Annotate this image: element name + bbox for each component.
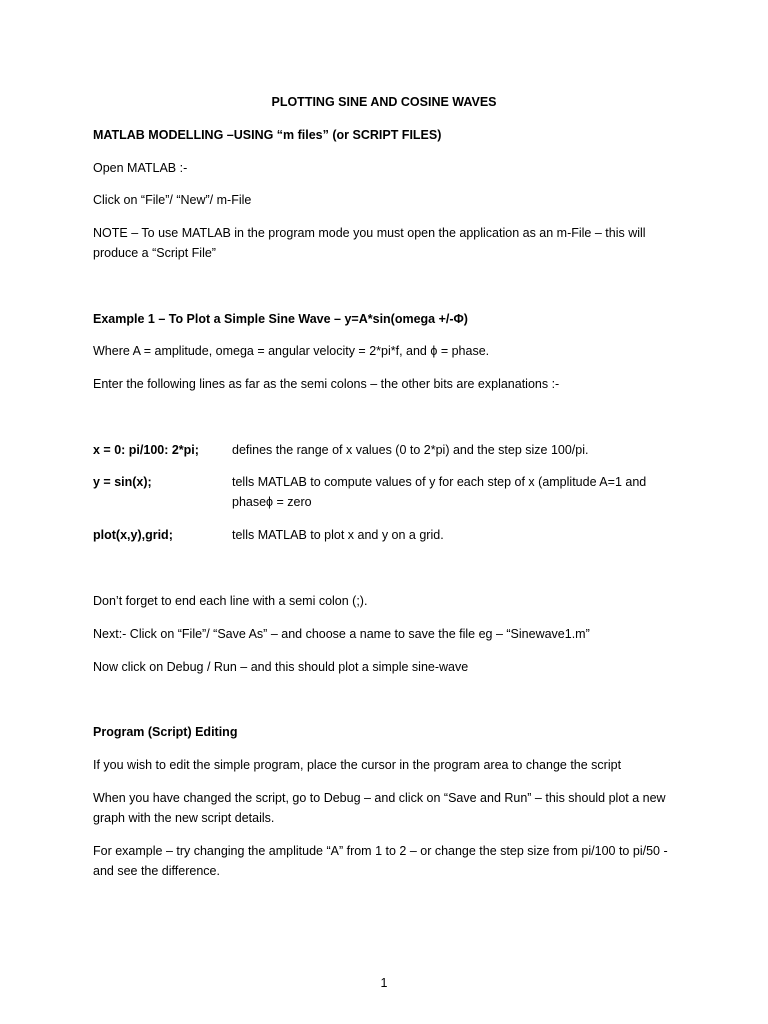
next-line: Next:- Click on “File”/ “Save As” – and choose a name to save the file eg – “Sinewave1.m”	[93, 627, 590, 641]
explanation-cell: tells MATLAB to plot x and y on a grid.	[232, 528, 444, 542]
note-paragraph: NOTE – To use MATLAB in the program mode you must open the application as an m-File – this will produce a “Script File”	[93, 226, 646, 260]
where-line: Where A = amplitude, omega = angular velocity = 2*pi*f, and ϕ = phase.	[93, 344, 490, 358]
code-cell: x = 0: pi/100: 2*pi;	[93, 443, 199, 457]
explanation-cell: defines the range of x values (0 to 2*pi) and the step size 100/pi.	[232, 443, 589, 457]
debug-line: Now click on Debug / Run – and this should plot a simple sine-wave	[93, 660, 469, 674]
enter-line: Enter the following lines as far as the semi colons – the other bits are explanations :-	[93, 377, 560, 391]
click-new-line: Click on “File”/ “New”/ m-File	[93, 193, 252, 207]
document-title: PLOTTING SINE AND COSINE WAVES	[271, 95, 497, 109]
document-subtitle: MATLAB MODELLING –USING “m files” (or SCRIPT FILES)	[93, 128, 442, 142]
changed-paragraph: When you have changed the script, go to Debug – and click on “Save and Run” – this should plot a new graph with the new script details.	[93, 791, 666, 825]
explanation-cell: tells MATLAB to compute values of y for each step of x (amplitude A=1 and phaseϕ = zero	[232, 475, 647, 509]
code-cell: y = sin(x);	[93, 475, 152, 489]
example-heading: Example 1 – To Plot a Simple Sine Wave – y=A*sin(omega +/-Φ)	[93, 312, 468, 326]
open-matlab-line: Open MATLAB :-	[93, 161, 188, 175]
semi-colon-note: Don’t forget to end each line with a semi colon (;).	[93, 594, 368, 608]
example-paragraph: For example – try changing the amplitude “A” from 1 to 2 – or change the step size from pi/100 to pi/50 - and see the difference.	[93, 844, 668, 878]
code-cell: plot(x,y),grid;	[93, 528, 173, 542]
editing-heading: Program (Script) Editing	[93, 725, 238, 739]
edit-line: If you wish to edit the simple program, place the cursor in the program area to change the script	[93, 758, 622, 772]
page-number: 1	[380, 976, 388, 990]
